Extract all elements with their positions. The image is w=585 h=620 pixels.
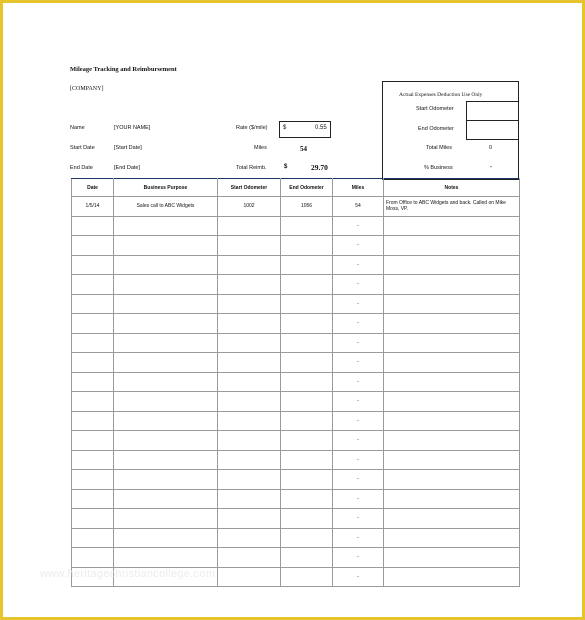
total-reimb-value: 29.70 <box>311 163 328 172</box>
cell-miles[interactable]: - <box>333 216 384 236</box>
table-row <box>72 197 520 217</box>
cell-business-purpose[interactable] <box>114 353 218 373</box>
rate-currency: $ <box>283 125 287 131</box>
cell-business-purpose[interactable] <box>114 411 218 431</box>
business-percent-label: % Business <box>424 165 453 171</box>
cell-notes[interactable] <box>384 236 520 256</box>
cell-business-purpose[interactable] <box>114 509 218 529</box>
cell-notes[interactable] <box>384 333 520 353</box>
table-row <box>72 255 520 275</box>
cell-business-purpose[interactable] <box>114 548 218 568</box>
cell-notes[interactable] <box>384 294 520 314</box>
cell-miles[interactable]: - <box>333 275 384 295</box>
cell-miles[interactable]: - <box>333 353 384 373</box>
cell-end-odometer[interactable] <box>281 275 333 295</box>
column-header-business-purpose: Business Purpose <box>114 179 218 197</box>
cell-business-purpose[interactable] <box>114 431 218 451</box>
cell-end-odometer[interactable] <box>281 450 333 470</box>
cell-start-odometer[interactable] <box>218 431 281 451</box>
table-row <box>72 528 520 548</box>
cell-miles[interactable]: - <box>333 333 384 353</box>
cell-business-purpose[interactable] <box>114 450 218 470</box>
cell-end-odometer[interactable] <box>281 392 333 412</box>
cell-end-odometer[interactable] <box>281 333 333 353</box>
cell-date[interactable] <box>72 431 114 451</box>
reimb-currency: $ <box>284 164 288 170</box>
cell-business-purpose[interactable] <box>114 489 218 509</box>
cell-start-odometer[interactable] <box>218 275 281 295</box>
column-header-end-odometer: End Odometer <box>281 179 333 197</box>
cell-date[interactable] <box>72 372 114 392</box>
cell-miles[interactable]: - <box>333 392 384 412</box>
cell-start-odometer[interactable] <box>218 528 281 548</box>
start-odometer-input[interactable] <box>466 101 519 121</box>
cell-notes[interactable] <box>384 392 520 412</box>
cell-business-purpose[interactable] <box>114 392 218 412</box>
cell-date[interactable] <box>72 333 114 353</box>
table-row <box>72 333 520 353</box>
cell-notes[interactable] <box>384 275 520 295</box>
total-reimb-label: Total Reimb. <box>236 165 267 171</box>
business-percent-value: - <box>490 164 492 170</box>
start-date-value[interactable]: [Start Date] <box>114 145 142 151</box>
rate-value[interactable]: 0.55 <box>315 125 327 131</box>
cell-business-purpose[interactable] <box>114 275 218 295</box>
cell-start-odometer[interactable] <box>218 548 281 568</box>
cell-end-odometer[interactable] <box>281 353 333 373</box>
cell-business-purpose[interactable] <box>114 372 218 392</box>
end-odometer-input[interactable] <box>466 120 519 140</box>
name-value[interactable]: [YOUR NAME] <box>114 125 151 131</box>
cell-notes[interactable] <box>384 372 520 392</box>
cell-miles[interactable]: - <box>333 567 384 587</box>
cell-start-odometer[interactable] <box>218 567 281 587</box>
column-header-miles: Miles <box>333 179 384 197</box>
cell-end-odometer[interactable] <box>281 431 333 451</box>
cell-miles[interactable]: - <box>333 372 384 392</box>
cell-business-purpose[interactable] <box>114 255 218 275</box>
cell-date[interactable] <box>72 353 114 373</box>
total-miles-label: Total Miles <box>426 145 452 151</box>
cell-end-odometer[interactable] <box>281 489 333 509</box>
cell-start-odometer[interactable] <box>218 216 281 236</box>
cell-notes[interactable] <box>384 489 520 509</box>
cell-start-odometer[interactable] <box>218 489 281 509</box>
cell-miles[interactable]: - <box>333 509 384 529</box>
cell-end-odometer[interactable] <box>281 411 333 431</box>
company-name: [COMPANY] <box>70 86 104 92</box>
cell-business-purpose[interactable] <box>114 294 218 314</box>
cell-notes[interactable] <box>384 509 520 529</box>
cell-date[interactable] <box>72 255 114 275</box>
cell-date[interactable] <box>72 450 114 470</box>
table-row <box>72 216 520 236</box>
end-odometer-label: End Odometer <box>418 126 454 132</box>
table-header-row <box>72 179 520 197</box>
name-label: Name <box>70 125 85 131</box>
cell-notes[interactable] <box>384 470 520 490</box>
cell-notes[interactable] <box>384 411 520 431</box>
cell-end-odometer[interactable] <box>281 216 333 236</box>
cell-notes[interactable] <box>384 567 520 587</box>
cell-notes[interactable] <box>384 431 520 451</box>
cell-business-purpose[interactable] <box>114 216 218 236</box>
cell-end-odometer[interactable] <box>281 567 333 587</box>
column-header-start-odometer: Start Odometer <box>218 179 281 197</box>
cell-start-odometer[interactable] <box>218 353 281 373</box>
cell-date[interactable] <box>72 548 114 568</box>
cell-end-odometer[interactable] <box>281 314 333 334</box>
cell-start-odometer[interactable] <box>218 392 281 412</box>
end-date-label: End Date <box>70 165 93 171</box>
cell-business-purpose[interactable] <box>114 314 218 334</box>
table-row <box>72 411 520 431</box>
table-row <box>72 236 520 256</box>
total-miles-value: 0 <box>489 145 493 151</box>
cell-start-odometer[interactable] <box>218 255 281 275</box>
table-row <box>72 450 520 470</box>
actual-expenses-title: Actual Expenses Deduction Use Only <box>399 92 483 98</box>
cell-miles[interactable]: - <box>333 294 384 314</box>
cell-start-odometer[interactable] <box>218 333 281 353</box>
table-row <box>72 489 520 509</box>
table-row <box>72 314 520 334</box>
cell-business-purpose[interactable] <box>114 528 218 548</box>
cell-start-odometer[interactable] <box>218 294 281 314</box>
cell-date[interactable] <box>72 275 114 295</box>
cell-end-odometer[interactable] <box>281 236 333 256</box>
cell-end-odometer[interactable] <box>281 548 333 568</box>
cell-start-odometer[interactable] <box>218 314 281 334</box>
table-row <box>72 372 520 392</box>
cell-end-odometer[interactable] <box>281 528 333 548</box>
cell-end-odometer[interactable] <box>281 294 333 314</box>
cell-date[interactable] <box>72 236 114 256</box>
table-row <box>72 294 520 314</box>
cell-end-odometer[interactable] <box>281 372 333 392</box>
cell-notes[interactable] <box>384 353 520 373</box>
document-title: Mileage Tracking and Reimbursement <box>70 66 177 73</box>
table-row <box>72 509 520 529</box>
cell-notes[interactable] <box>384 450 520 470</box>
table-row <box>72 470 520 490</box>
cell-start-odometer[interactable] <box>218 509 281 529</box>
cell-notes[interactable]: From Office to ABC Widgets and back. Called on Mike Moss, VP. <box>384 197 520 217</box>
table-row <box>72 353 520 373</box>
cell-date[interactable] <box>72 392 114 412</box>
cell-start-odometer[interactable] <box>218 470 281 490</box>
cell-miles[interactable]: - <box>333 489 384 509</box>
miles-label: Miles <box>254 145 267 151</box>
cell-end-odometer[interactable] <box>281 509 333 529</box>
cell-notes[interactable] <box>384 255 520 275</box>
table-row <box>72 548 520 568</box>
cell-end-odometer[interactable]: 1056 <box>281 197 333 217</box>
cell-miles[interactable]: - <box>333 411 384 431</box>
cell-business-purpose[interactable] <box>114 236 218 256</box>
watermark: www.heritagechristiancollege.com <box>40 568 216 580</box>
end-date-value[interactable]: [End Date] <box>114 165 140 171</box>
cell-start-odometer[interactable] <box>218 236 281 256</box>
cell-date[interactable] <box>72 528 114 548</box>
miles-total-value: 54 <box>300 145 307 153</box>
cell-business-purpose[interactable] <box>114 470 218 490</box>
mileage-log-table <box>71 178 520 587</box>
start-date-label: Start Date <box>70 145 95 151</box>
cell-date[interactable] <box>72 294 114 314</box>
cell-notes[interactable] <box>384 216 520 236</box>
table-row <box>72 392 520 412</box>
cell-miles[interactable]: - <box>333 528 384 548</box>
cell-start-odometer[interactable] <box>218 450 281 470</box>
cell-miles[interactable]: - <box>333 236 384 256</box>
cell-miles[interactable]: - <box>333 470 384 490</box>
cell-business-purpose[interactable] <box>114 333 218 353</box>
cell-miles[interactable]: - <box>333 314 384 334</box>
table-row <box>72 275 520 295</box>
cell-date[interactable] <box>72 489 114 509</box>
cell-miles[interactable]: - <box>333 450 384 470</box>
cell-date[interactable] <box>72 411 114 431</box>
cell-date[interactable] <box>72 509 114 529</box>
cell-end-odometer[interactable] <box>281 470 333 490</box>
cell-notes[interactable] <box>384 528 520 548</box>
cell-start-odometer[interactable] <box>218 372 281 392</box>
column-header-notes: Notes <box>384 179 520 197</box>
cell-end-odometer[interactable] <box>281 255 333 275</box>
cell-notes[interactable] <box>384 548 520 568</box>
cell-date[interactable]: 1/5/14 <box>72 197 114 217</box>
table-row <box>72 431 520 451</box>
start-odometer-label: Start Odometer <box>416 106 454 112</box>
cell-start-odometer[interactable] <box>218 411 281 431</box>
cell-miles[interactable]: - <box>333 548 384 568</box>
column-header-date: Date <box>72 179 114 197</box>
cell-miles[interactable]: - <box>333 255 384 275</box>
cell-start-odometer[interactable]: 1002 <box>218 197 281 217</box>
rate-label: Rate ($/mile) <box>236 125 268 131</box>
cell-date[interactable] <box>72 314 114 334</box>
cell-date[interactable] <box>72 470 114 490</box>
cell-business-purpose[interactable]: Sales call to ABC Widgets <box>114 197 218 217</box>
cell-miles[interactable]: 54 <box>333 197 384 217</box>
cell-miles[interactable]: - <box>333 431 384 451</box>
cell-notes[interactable] <box>384 314 520 334</box>
cell-date[interactable] <box>72 216 114 236</box>
